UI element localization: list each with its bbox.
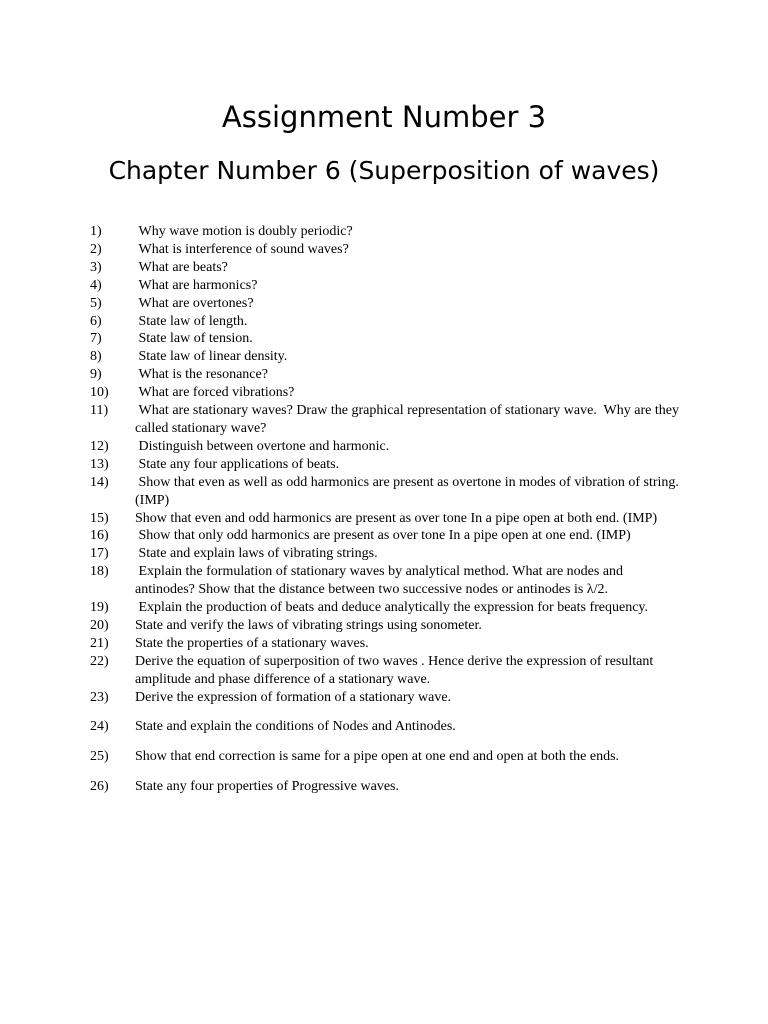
question-number: 4) [90, 277, 102, 293]
question-text: Show that only odd harmonics are present as over tone In a pipe open at one end. (IMP) [135, 528, 631, 544]
question-number: 5) [90, 295, 102, 311]
question-item [90, 778, 680, 796]
question-number: 7) [90, 331, 102, 347]
question-item [90, 689, 680, 707]
question-number: 20) [90, 617, 109, 633]
question-text: What is interference of sound waves? [135, 241, 349, 257]
question-item [90, 366, 680, 384]
question-text: Derive the expression of formation of a stationary wave. [135, 689, 452, 705]
question-item [90, 617, 680, 635]
question-number: 1) [90, 224, 102, 239]
question-item [90, 438, 680, 456]
chapter-subtitle: Chapter Number 6 (Superposition of waves) [108, 156, 660, 185]
question-number: 8) [90, 349, 102, 365]
question-number: 26) [90, 779, 109, 795]
question-item [90, 653, 680, 689]
question-item [90, 313, 680, 331]
question-item [90, 510, 680, 528]
question-text: State law of length. [135, 313, 248, 329]
question-text: Show that even as well as odd harmonics are present as overtone in modes of vibration of string. (IMP) [135, 474, 683, 508]
question-number: 25) [90, 749, 109, 765]
question-item [90, 402, 683, 438]
question-list [90, 223, 683, 796]
question-text: State and explain laws of vibrating strings. [135, 546, 378, 562]
question-number: 9) [90, 367, 102, 383]
question-text: What are beats? [135, 259, 228, 275]
question-text: Distinguish between overtone and harmonic. [135, 438, 390, 454]
question-item [90, 635, 680, 653]
question-item [90, 748, 680, 766]
question-item [90, 456, 680, 474]
question-number: 22) [90, 653, 109, 669]
question-item [90, 527, 680, 545]
question-text: Explain the production of beats and deduce analytically the expression for beats frequency. [135, 600, 649, 616]
question-text: Why wave motion is doubly periodic? [135, 224, 353, 239]
question-number: 18) [90, 564, 109, 580]
question-text: What are stationary waves? Draw the graphical representation of stationary wave. Why are they called stationary wave? [135, 403, 683, 436]
question-number: 15) [90, 510, 109, 526]
question-text: State law of linear density. [135, 349, 288, 365]
question-item [90, 241, 680, 259]
question-number: 2) [90, 241, 102, 257]
question-text: State law of tension. [135, 331, 253, 347]
question-item [90, 563, 680, 599]
question-item [90, 295, 680, 313]
question-number: 3) [90, 259, 102, 275]
question-item [90, 277, 680, 295]
question-text: What is the resonance? [135, 367, 268, 383]
question-text: What are harmonics? [135, 277, 258, 293]
question-text: State any four applications of beats. [135, 456, 340, 472]
question-number: 14) [90, 474, 109, 490]
question-number: 23) [90, 689, 109, 705]
assignment-title: Assignment Number 3 [221, 100, 547, 134]
question-text: State and verify the laws of vibrating strings using sonometer. [135, 617, 482, 633]
question-item [90, 384, 680, 402]
question-number: 12) [90, 438, 109, 454]
question-item [90, 474, 683, 510]
question-text: State the properties of a stationary waves. [135, 635, 369, 651]
question-number: 16) [90, 528, 109, 544]
question-item [90, 599, 680, 617]
question-number: 11) [90, 403, 109, 419]
question-number: 21) [90, 635, 109, 651]
question-number: 17) [90, 546, 109, 562]
question-text: Show that end correction is same for a pipe open at one end and open at both the ends. [135, 749, 620, 765]
question-text: What are overtones? [135, 295, 254, 311]
question-text: State any four properties of Progressive waves. [135, 779, 399, 795]
question-item [90, 545, 680, 563]
question-text: Derive the equation of superposition of two waves . Hence derive the expression of resultant amplitude and phase difference of a stationary wave. [135, 653, 657, 687]
question-number: 19) [90, 600, 109, 616]
question-item [90, 330, 680, 348]
question-item [90, 259, 680, 277]
question-number: 24) [90, 719, 109, 735]
question-item [90, 348, 680, 366]
question-item [90, 718, 680, 736]
question-number: 10) [90, 385, 109, 401]
question-item [90, 223, 680, 241]
question-text: Explain the formulation of stationary waves by analytical method. What are nodes and antinodes? Show that the distance between two successive nodes or antinodes is λ/2. [135, 564, 627, 598]
question-number: 6) [90, 313, 102, 329]
question-number: 13) [90, 456, 109, 472]
question-text: State and explain the conditions of Nodes and Antinodes. [135, 719, 456, 735]
question-text: Show that even and odd harmonics are present as over tone In a pipe open at both end. (IMP) [135, 510, 658, 526]
question-text: What are forced vibrations? [135, 385, 295, 401]
